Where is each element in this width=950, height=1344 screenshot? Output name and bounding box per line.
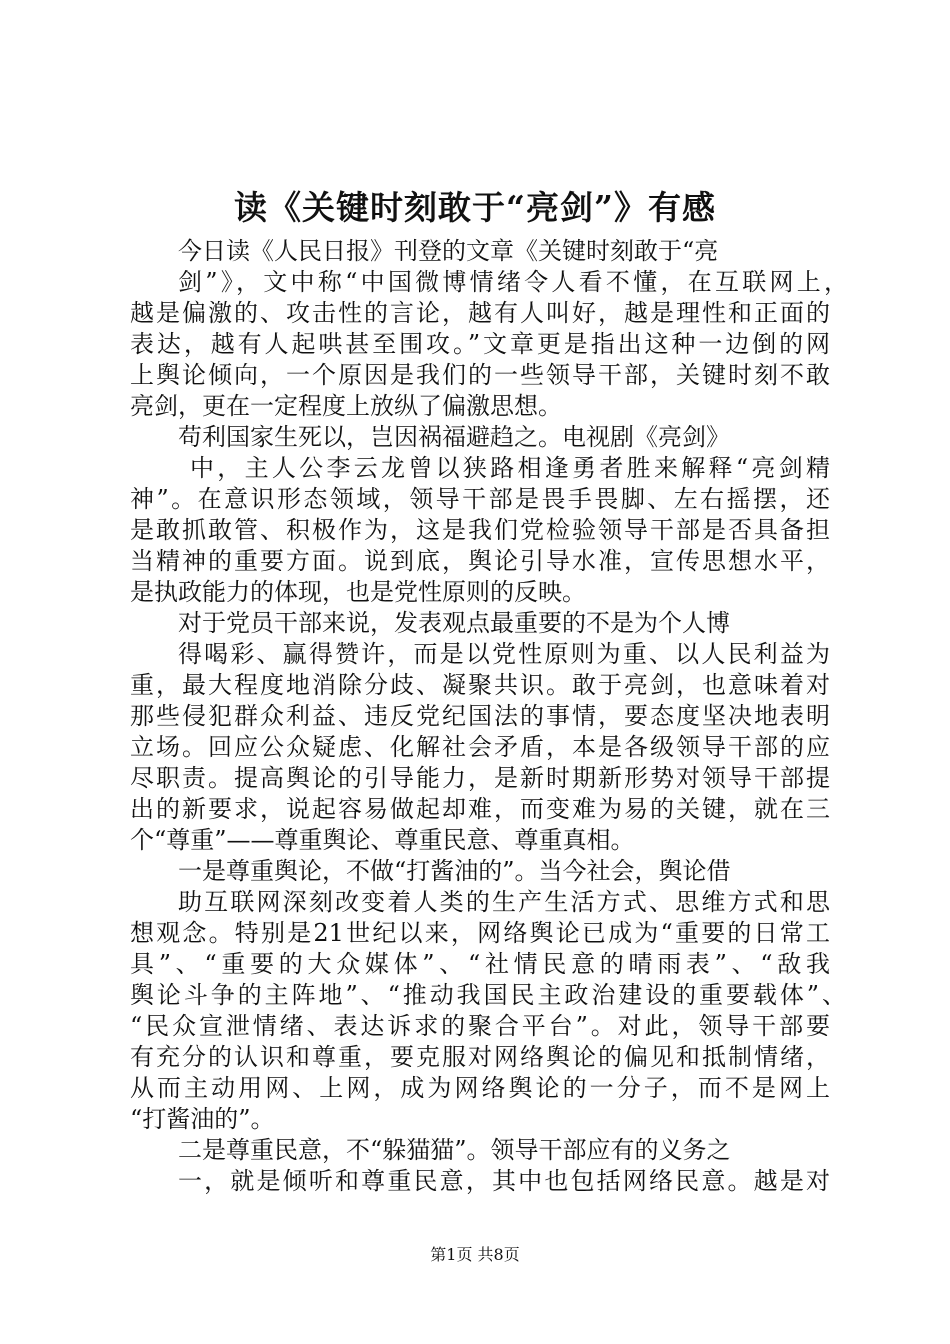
body-line: 得喝彩、赢得赞许，而是以党性原则为重、以人民利益为 bbox=[178, 640, 830, 668]
body-line: 对于党员干部来说，发表观点最重要的不是为个人博 bbox=[178, 609, 730, 637]
body-line: 想观念。特别是21世纪以来，网络舆论已成为“重要的日常工 bbox=[130, 919, 830, 947]
body-line: 当精神的重要方面。说到底，舆论引导水准，宣传思想水平， bbox=[130, 547, 830, 575]
body-line: 个“尊重”——尊重舆论、尊重民意、尊重真相。 bbox=[130, 826, 635, 854]
body-line: 表达，越有人起哄甚至围攻。”文章更是指出这种一边倒的网 bbox=[130, 330, 830, 358]
body-line: 今日读《人民日报》刊登的文章《关键时刻敢于“亮 bbox=[178, 237, 719, 265]
body-line: 舆论斗争的主阵地”、“推动我国民主政治建设的重要载体”、 bbox=[130, 981, 846, 1009]
body-line: 苟利国家生死以，岂因祸福避趋之。电视剧《亮剑》 bbox=[178, 423, 730, 451]
body-line: 那些侵犯群众利益、违反党纪国法的事情，要态度坚决地表明 bbox=[130, 702, 830, 730]
body-line: “民众宣泄情绪、表达诉求的聚合平台”。对此，领导干部要 bbox=[130, 1012, 830, 1040]
body-line: 是执政能力的体现，也是党性原则的反映。 bbox=[130, 578, 586, 606]
body-line: 神”。在意识形态领域，领导干部是畏手畏脚、左右摇摆，还 bbox=[130, 485, 830, 513]
body-line: 二是尊重民意，不“躲猫猫”。领导干部应有的义务之 bbox=[178, 1136, 731, 1164]
body-line: 从而主动用网、上网，成为网络舆论的一分子，而不是网上 bbox=[130, 1074, 830, 1102]
body-line: 出的新要求，说起容易做起却难，而变难为易的关键，就在三 bbox=[130, 795, 830, 823]
body-line: 尽职责。提高舆论的引导能力，是新时期新形势对领导干部提 bbox=[130, 764, 830, 792]
body-line: 重，最大程度地消除分歧、凝聚共识。敢于亮剑，也意味着对 bbox=[130, 671, 830, 699]
body-line: 一是尊重舆论，不做“打酱油的”。当今社会，舆论借 bbox=[178, 857, 731, 885]
body-line: “打酱油的”。 bbox=[130, 1105, 275, 1133]
body-line: 是敢抓敢管、积极作为，这是我们党检验领导干部是否具备担 bbox=[130, 516, 830, 544]
body-line: 上舆论倾向，一个原因是我们的一些领导干部，关键时刻不敢 bbox=[130, 361, 830, 389]
body-line: 越是偏激的、攻击性的言论，越有人叫好，越是理性和正面的 bbox=[130, 299, 830, 327]
body-line: 中，主人公李云龙曾以狭路相逢勇者胜来解释“亮剑精 bbox=[190, 454, 830, 482]
body-line: 助互联网深刻改变着人类的生产生活方式、思维方式和思 bbox=[178, 888, 830, 916]
body-line: 有充分的认识和尊重，要克服对网络舆论的偏见和抵制情绪， bbox=[130, 1043, 830, 1071]
body-line: 一，就是倾听和尊重民意，其中也包括网络民意。越是对 bbox=[178, 1167, 830, 1195]
document-title: 读《关键时刻敢于“亮剑”》有感 bbox=[234, 188, 716, 227]
body-line: 具”、“重要的大众媒体”、“社情民意的晴雨表”、“敌我 bbox=[130, 950, 830, 978]
page-footer: 第1页 共8页 bbox=[430, 1245, 520, 1264]
body-line: 立场。回应公众疑虑、化解社会矛盾，本是各级领导干部的应 bbox=[130, 733, 830, 761]
body-line: 剑”》，文中称“中国微博情绪令人看不懂，在互联网上， bbox=[178, 268, 848, 296]
body-line: 亮剑，更在一定程度上放纵了偏激思想。 bbox=[130, 392, 562, 420]
